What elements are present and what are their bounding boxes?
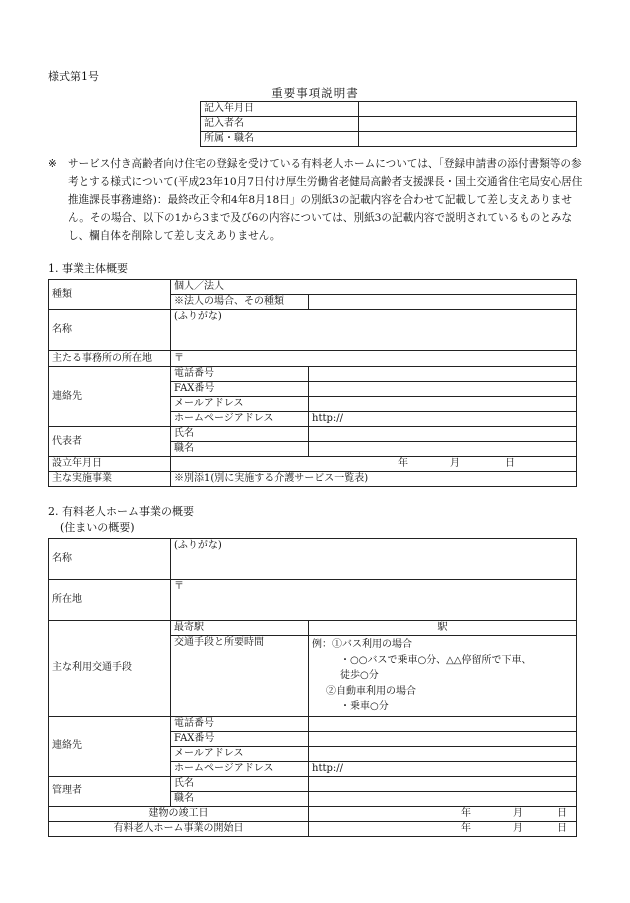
email-field[interactable]: [309, 397, 577, 412]
notice-paragraph: [48, 155, 588, 245]
month-label: 月: [513, 807, 523, 819]
fax-field[interactable]: [309, 382, 577, 397]
home-name-field[interactable]: [171, 539, 577, 580]
example-line-5: ・乗車○分: [340, 701, 389, 713]
email-label: メールアドレス: [171, 397, 309, 412]
nearest-station-label: 最寄駅: [171, 621, 309, 636]
nearest-station-field[interactable]: 駅: [309, 621, 577, 636]
day-label: 日: [505, 458, 515, 469]
entry-author-field[interactable]: [359, 117, 577, 132]
entry-info-table: [200, 101, 577, 147]
home-phone-field[interactable]: [309, 716, 577, 731]
office-address-label: 主たる事務所の所在地: [49, 351, 171, 367]
entity-type-field[interactable]: [309, 295, 577, 310]
rep-title-field[interactable]: [309, 442, 577, 457]
manager-title-label: 職名: [171, 791, 309, 806]
notice-text: サービス付き高齢者向け住宅の登録を受けている有料老人ホームについては、「登録申請書の添付書類等の参考とする様式について(平成23年10月7日付け厚生労働省老健局高齢者支援課長・国土交通省住宅局安心居住推進課長事務連絡)：最終改正令和4年8月18日」の別紙3の記載内容を合わせて記載して差し支えありません。その場合、以下の1から3まで及び6の内容については、別紙3の記載内容で説明されているものとみなし、欄自体を削除して差し支えありません。: [68, 158, 583, 242]
postal-mark: 〒: [174, 352, 184, 364]
homepage-label: ホームページアドレス: [171, 412, 309, 427]
section-1-heading: 1. 事業主体概要: [48, 262, 128, 275]
note-mark: ※: [48, 158, 57, 170]
entity-type-label: 種類: [49, 280, 171, 310]
main-business-value: ※別添1(別に実施する介護サービス一覧表): [171, 472, 577, 487]
business-entity-table: [48, 279, 577, 487]
section-2-subheading: (住まいの概要): [60, 521, 135, 534]
home-homepage-field[interactable]: http://: [309, 761, 577, 776]
manager-name-field[interactable]: [309, 776, 577, 791]
entity-type-note: ※法人の場合、その種類: [171, 295, 309, 310]
building-completion-field[interactable]: [309, 806, 577, 821]
building-completion-label: 建物の竣工日: [49, 806, 309, 821]
furigana-label: (ふりがな): [174, 540, 222, 551]
transport-label: 主な利用交通手段: [49, 621, 171, 717]
example-line-3: 徒歩○分: [340, 670, 379, 682]
document-title: 重要事項説明書: [271, 86, 359, 100]
home-phone-label: 電話番号: [171, 716, 309, 731]
main-business-label: 主な実施事業: [49, 472, 171, 487]
contact-label: 連絡先: [49, 367, 171, 427]
homepage-field[interactable]: http://: [309, 412, 577, 427]
month-label: 月: [513, 822, 523, 834]
established-date-label: 設立年月日: [49, 457, 171, 472]
home-email-field[interactable]: [309, 746, 577, 761]
entity-name-label: 名称: [49, 310, 171, 351]
transport-means-label: 交通手段と所要時間: [171, 636, 309, 717]
transport-example[interactable]: [309, 636, 577, 717]
office-address-field[interactable]: [171, 351, 577, 367]
home-name-label: 名称: [49, 539, 171, 580]
example-line-4: ②自動車利用の場合: [326, 685, 416, 697]
entry-author-label: 記入者名: [201, 117, 359, 132]
postal-mark: 〒: [174, 581, 184, 592]
manager-label: 管理者: [49, 776, 171, 806]
home-fax-label: FAX番号: [171, 731, 309, 746]
rep-name-field[interactable]: [309, 427, 577, 442]
home-overview-table: [48, 538, 577, 837]
home-address-label: 所在地: [49, 580, 171, 621]
year-label: 年: [461, 807, 471, 819]
home-homepage-label: ホームページアドレス: [171, 761, 309, 776]
entity-name-field[interactable]: [171, 310, 577, 351]
month-label: 月: [450, 458, 460, 469]
entry-date-field[interactable]: [359, 102, 577, 117]
entry-date-label: 記入年月日: [201, 102, 359, 117]
phone-label: 電話番号: [171, 367, 309, 382]
manager-title-field[interactable]: [309, 791, 577, 806]
year-label: 年: [461, 822, 471, 834]
day-label: 日: [557, 822, 567, 834]
entry-affiliation-field[interactable]: [359, 132, 577, 147]
home-contact-label: 連絡先: [49, 716, 171, 776]
example-line-2: ・○○バスで乗車○分、△△停留所で下車、: [340, 654, 532, 666]
section-2-heading: 2. 有料老人ホーム事業の概要: [48, 505, 194, 518]
furigana-label: (ふりがな): [174, 311, 222, 322]
entry-affiliation-label: 所属・職名: [201, 132, 359, 147]
home-address-field[interactable]: [171, 580, 577, 621]
rep-title-label: 職名: [171, 442, 309, 457]
representative-label: 代表者: [49, 427, 171, 457]
home-email-label: メールアドレス: [171, 746, 309, 761]
manager-name-label: 氏名: [171, 776, 309, 791]
home-fax-field[interactable]: [309, 731, 577, 746]
fax-label: FAX番号: [171, 382, 309, 397]
day-label: 日: [557, 807, 567, 819]
form-number: 様式第1号: [48, 70, 99, 83]
established-date-field[interactable]: [171, 457, 577, 472]
business-start-field[interactable]: [309, 821, 577, 836]
year-label: 年: [398, 458, 408, 469]
rep-name-label: 氏名: [171, 427, 309, 442]
phone-field[interactable]: [309, 367, 577, 382]
example-line-1: 例：①バス利用の場合: [312, 639, 412, 650]
business-start-label: 有料老人ホーム事業の開始日: [49, 821, 309, 836]
entity-type-value: 個人／法人: [171, 280, 577, 295]
